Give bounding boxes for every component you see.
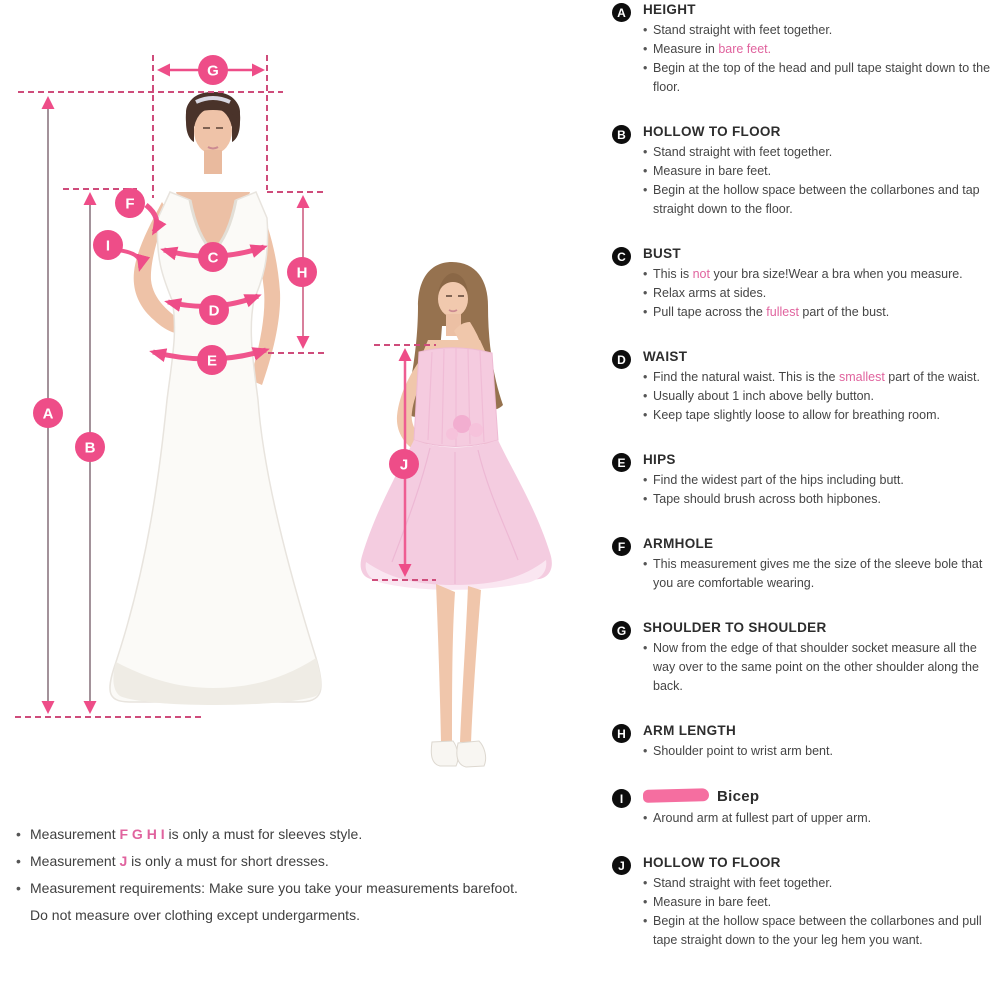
- instruction-item: [612, 723, 994, 761]
- item-letter-badge: E: [612, 453, 631, 472]
- instruction-title: ARMHOLE: [643, 536, 714, 551]
- instruction-bullet: [643, 368, 994, 387]
- instruction-title: HOLLOW TO FLOOR: [643, 124, 781, 139]
- bullet-dot: •: [643, 389, 648, 403]
- text-segment: Find the natural waist. This is the: [653, 370, 839, 384]
- text-segment: Now from the edge of that shoulder socket measure all the way over to the same point on the other shoulder along the back.: [653, 641, 979, 693]
- instruction-item-body: [643, 246, 994, 322]
- instruction-item-body: [643, 349, 994, 425]
- instruction-bullet: [643, 59, 994, 97]
- note-text: [30, 824, 362, 844]
- bullet-dot: •: [643, 811, 648, 825]
- measurement-notes: [16, 824, 591, 932]
- text-segment: Begin at the hollow space between the collarbones and tap straight down to the floor.: [653, 183, 980, 216]
- text-segment: This is: [653, 267, 693, 281]
- bullet-text: [653, 40, 771, 59]
- instruction-bullet: [643, 639, 994, 696]
- text-segment: Around arm at fullest part of upper arm.: [653, 811, 872, 825]
- svg-text:F: F: [125, 195, 135, 213]
- short-dress-model: [361, 262, 552, 767]
- bullet-text: [653, 303, 889, 322]
- instruction-item: [612, 246, 994, 322]
- measurement-diagram: [0, 0, 612, 810]
- text-segment: Measure in bare feet.: [653, 164, 772, 178]
- measure-label-G: [198, 55, 228, 85]
- text-segment: Stand straight with feet together.: [653, 23, 833, 37]
- bullet-dot: •: [643, 286, 648, 300]
- instruction-bullet: [643, 742, 994, 761]
- svg-text:D: D: [208, 302, 220, 320]
- instruction-bullet: [643, 406, 994, 425]
- text-segment: Measurement: [30, 853, 120, 869]
- bullet-text: [653, 471, 904, 490]
- text-segment: Shoulder point to wrist arm bent.: [653, 744, 833, 758]
- bullet-text: [653, 490, 881, 509]
- note-text: [30, 905, 360, 925]
- instruction-bullet: [643, 809, 994, 828]
- text-segment: Begin at the top of the head and pull tape staight down to the floor.: [653, 61, 991, 94]
- bullet-text: [653, 162, 771, 181]
- text-segment: Relax arms at sides.: [653, 286, 767, 300]
- text-segment: Do not measure over clothing except undergarments.: [30, 907, 360, 923]
- measure-label-C: [198, 242, 228, 272]
- svg-text:A: A: [42, 405, 54, 423]
- bullet-text: [653, 893, 771, 912]
- text-segment: Stand straight with feet together.: [653, 145, 833, 159]
- instruction-title: BUST: [643, 246, 681, 261]
- item-letter-badge: C: [612, 247, 631, 266]
- note-line: [16, 905, 591, 925]
- svg-text:C: C: [207, 249, 219, 267]
- bullet-dot: •: [643, 895, 648, 909]
- bullet-dot: •: [16, 880, 21, 896]
- text-segment: Tape should brush across both hipbones.: [653, 492, 881, 506]
- measure-label-A: [33, 398, 63, 428]
- text-segment: Keep tape slightly loose to allow for breathing room.: [653, 408, 940, 422]
- instruction-bullet: [643, 893, 994, 912]
- text-segment: Stand straight with feet together.: [653, 876, 833, 890]
- instruction-title: WAIST: [643, 349, 688, 364]
- text-segment: Measure in: [653, 42, 719, 56]
- item-letter-badge: F: [612, 537, 631, 556]
- text-segment: part of the waist.: [884, 370, 980, 384]
- item-letter-badge: D: [612, 350, 631, 369]
- highlight-text: smallest: [838, 370, 885, 384]
- item-letter-badge: J: [612, 856, 631, 875]
- measure-label-E: [197, 345, 227, 375]
- measure-label-J: [389, 449, 419, 479]
- instruction-bullet: [643, 162, 994, 181]
- instruction-bullet: [643, 874, 994, 893]
- instruction-bullet: [643, 912, 994, 950]
- instruction-item: [612, 349, 994, 425]
- bullet-dot: •: [643, 744, 648, 758]
- svg-text:H: H: [296, 264, 308, 282]
- instruction-title: HIPS: [643, 452, 676, 467]
- note-text: [30, 878, 518, 898]
- instruction-bullet: [643, 21, 994, 40]
- instruction-bullet: [643, 143, 994, 162]
- bullet-text: [653, 809, 871, 828]
- instruction-title-text: Bicep: [717, 788, 760, 805]
- note-line: [16, 851, 591, 871]
- highlight-text: bare feet.: [718, 42, 772, 56]
- bullet-dot: •: [643, 267, 648, 281]
- instruction-item-body: [643, 536, 994, 593]
- bullet-dot: •: [643, 914, 648, 928]
- bullet-dot: •: [643, 473, 648, 487]
- bullet-dot: •: [643, 641, 648, 655]
- bullet-dot: •: [643, 42, 648, 56]
- pink-scribble-redaction: [643, 788, 709, 803]
- bullet-dot: •: [643, 183, 648, 197]
- bullet-text: [653, 387, 874, 406]
- text-segment: is only a must for short dresses.: [127, 853, 329, 869]
- bullet-text: [653, 406, 940, 425]
- bullet-text: [653, 368, 980, 387]
- instruction-item-body: [643, 124, 994, 219]
- text-segment: Measurement: [30, 826, 120, 842]
- instruction-item: [612, 536, 994, 593]
- measure-label-I: [93, 230, 123, 260]
- instruction-bullet: [643, 40, 994, 59]
- measure-label-B: [75, 432, 105, 462]
- text-segment: Measure in bare feet.: [653, 895, 772, 909]
- highlight-text: J: [119, 853, 128, 869]
- instruction-item-body: [643, 723, 994, 761]
- bullet-dot: •: [643, 23, 648, 37]
- instruction-item-body: [643, 2, 994, 97]
- text-segment: Usually about 1 inch above belly button.: [653, 389, 874, 403]
- item-letter-badge: B: [612, 125, 631, 144]
- bullet-text: [653, 59, 994, 97]
- text-segment: Find the widest part of the hips including butt.: [653, 473, 904, 487]
- instruction-item: [612, 452, 994, 509]
- bullet-dot: •: [643, 61, 648, 75]
- instruction-bullet: [643, 265, 994, 284]
- bullet-dot: •: [643, 145, 648, 159]
- instruction-item-body: [643, 452, 994, 509]
- highlight-text: not: [692, 267, 710, 281]
- instruction-bullet: [643, 471, 994, 490]
- text-segment: your bra size!Wear a bra when you measure.: [709, 267, 963, 281]
- bullet-dot: •: [643, 164, 648, 178]
- bullet-text: [653, 874, 832, 893]
- item-letter-badge: A: [612, 3, 631, 22]
- bullet-dot: •: [643, 557, 648, 571]
- measure-label-F: [115, 188, 145, 218]
- instruction-title: SHOULDER TO SHOULDER: [643, 620, 827, 635]
- item-letter-badge: I: [612, 789, 631, 808]
- instruction-item: [612, 620, 994, 696]
- instruction-item-body: [643, 788, 994, 828]
- svg-text:I: I: [105, 237, 111, 255]
- bullet-dot: •: [643, 370, 648, 384]
- instruction-bullet: [643, 303, 994, 322]
- text-segment: Measurement requirements: Make sure you take your measurements barefoot.: [30, 880, 518, 896]
- bullet-dot: •: [643, 305, 648, 319]
- instruction-title: ARM LENGTH: [643, 723, 736, 738]
- wedding-dress-model: [110, 92, 321, 705]
- instruction-title: [643, 788, 994, 805]
- svg-text:E: E: [206, 352, 218, 370]
- instruction-title: HOLLOW TO FLOOR: [643, 855, 781, 870]
- instruction-bullet: [643, 181, 994, 219]
- svg-text:B: B: [84, 439, 96, 457]
- svg-text:J: J: [399, 456, 409, 474]
- note-line: [16, 824, 591, 844]
- measure-label-H: [287, 257, 317, 287]
- bullet-text: [653, 265, 963, 284]
- note-text: [30, 851, 329, 871]
- bullet-text: [653, 284, 766, 303]
- instruction-bullet: [643, 490, 994, 509]
- highlight-text: fullest: [766, 305, 799, 319]
- text-segment: Pull tape across the: [653, 305, 767, 319]
- instruction-bullet: [643, 387, 994, 406]
- instruction-list: [612, 2, 994, 977]
- text-segment: part of the bust.: [798, 305, 890, 319]
- bullet-text: [653, 639, 994, 696]
- bullet-text: [653, 555, 994, 593]
- instruction-item: [612, 855, 994, 950]
- bullet-text: [653, 912, 994, 950]
- text-segment: Begin at the hollow space between the collarbones and pull tape straight down to the your leg hem you want.: [653, 914, 982, 947]
- svg-text:G: G: [207, 62, 219, 80]
- highlight-text: F G H I: [119, 826, 169, 842]
- bullet-text: [653, 742, 833, 761]
- bullet-text: [653, 143, 832, 162]
- instruction-item: [612, 2, 994, 97]
- bullet-dot: •: [16, 853, 21, 869]
- item-letter-badge: H: [612, 724, 631, 743]
- bullet-dot: •: [643, 492, 648, 506]
- item-letter-badge: G: [612, 621, 631, 640]
- instruction-bullet: [643, 284, 994, 303]
- instruction-item-body: [643, 855, 994, 950]
- bullet-text: [653, 181, 994, 219]
- instruction-title: HEIGHT: [643, 2, 696, 17]
- instruction-item: [612, 124, 994, 219]
- bullet-dot: •: [16, 826, 21, 842]
- instruction-item-body: [643, 620, 994, 696]
- instruction-bullet: [643, 555, 994, 593]
- measure-label-D: [199, 295, 229, 325]
- bullet-text: [653, 21, 832, 40]
- text-segment: This measurement gives me the size of the sleeve bole that you are comfortable wearing.: [653, 557, 983, 590]
- bullet-dot: •: [643, 408, 648, 422]
- bullet-dot: •: [643, 876, 648, 890]
- note-line: [16, 878, 591, 898]
- instruction-item: [612, 788, 994, 828]
- text-segment: is only a must for sleeves style.: [168, 826, 363, 842]
